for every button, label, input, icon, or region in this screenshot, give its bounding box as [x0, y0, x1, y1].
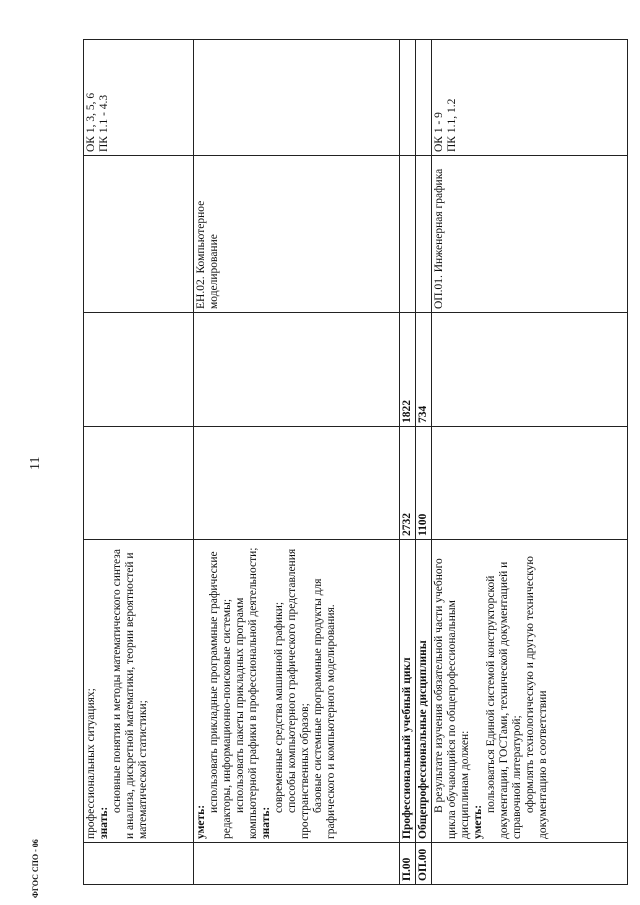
content-cell [84, 540, 194, 843]
content-paragraph: знать: [98, 806, 110, 839]
curriculum-table [83, 39, 628, 885]
rotated-table-wrapper [83, 40, 628, 885]
discipline-cell: ОП.01. Инженерная графика [431, 156, 627, 313]
content-paragraph: профессиональных ситуациях; [85, 688, 97, 839]
content-cell [431, 540, 627, 843]
obligatory-load-cell [431, 313, 627, 427]
obligatory-load-cell [84, 313, 194, 427]
table-row [194, 40, 399, 885]
content-paragraph: оформлять технологическую и другую техническую документацию в соответствии [523, 556, 549, 839]
discipline-cell [84, 156, 194, 313]
competences-cell [415, 40, 431, 156]
content-paragraph: способы компьютерного графического представления пространственных образов; [286, 548, 312, 839]
content-cell [399, 540, 415, 843]
content-paragraph: основные понятия и методы математического синтеза и анализа, дискретной математики, теории вероятностей и математической статистики; [111, 549, 149, 839]
content-paragraph: Профессиональный учебный цикл [400, 657, 413, 839]
table-row [415, 40, 431, 885]
competences-cell [194, 40, 399, 156]
content-paragraph: базовые системные программные продукты для графического и компьютерного моделирования. [312, 578, 338, 839]
content-paragraph: В результате изучения обязательной части учебного цикла обучающийся по общепрофессиональным дисциплинам должен: [432, 558, 471, 839]
discipline-cell [415, 156, 431, 313]
discipline-cell: ЕН.02. Компьютерное моделирование [194, 156, 399, 313]
content-paragraph: пользоваться Единой системой конструкторской документации, ГОСТами, технической документацией и справочной литературой; [484, 561, 523, 839]
table-row [399, 40, 415, 885]
competences-cell: ОК 1, 3, 5, 6 ПК 1.1 - 4.3 [84, 40, 194, 156]
index-cell: П.00 [399, 843, 415, 885]
content-paragraph: современные средства машинной графики; [273, 601, 286, 813]
index-cell [194, 843, 399, 885]
table-row [431, 40, 627, 885]
obligatory-load-cell: 734 [415, 313, 431, 427]
competences-cell: ОК 1 - 9 ПК 1.1, 1.2 [431, 40, 627, 156]
table-row [84, 40, 194, 885]
index-cell [84, 843, 194, 885]
index-cell: ОП.00 [415, 843, 431, 885]
page-number: 11 [28, 456, 43, 470]
competences-cell [399, 40, 415, 156]
max-load-cell [194, 427, 399, 540]
obligatory-load-cell [194, 313, 399, 427]
content-cell [194, 540, 399, 843]
page-footer: ФГОС СПО - 06 [31, 839, 40, 898]
content-paragraph: Общепрофессиональные дисциплины [416, 640, 429, 839]
content-paragraph: уметь: [195, 804, 208, 839]
max-load-cell: 2732 [399, 427, 415, 540]
content-paragraph: знать: [260, 806, 273, 839]
index-cell [431, 843, 627, 885]
max-load-cell: 1100 [415, 427, 431, 540]
discipline-cell [399, 156, 415, 313]
content-cell [415, 540, 431, 843]
content-paragraph: уметь: [471, 804, 484, 839]
content-paragraph: использовать прикладные программные графические редакторы, информационно-поисковые системы; [208, 551, 234, 839]
content-paragraph: использовать пакеты прикладных программ компьютерной графики в профессиональной деятельности; [234, 547, 260, 839]
max-load-cell [84, 427, 194, 540]
max-load-cell [431, 427, 627, 540]
obligatory-load-cell: 1822 [399, 313, 415, 427]
